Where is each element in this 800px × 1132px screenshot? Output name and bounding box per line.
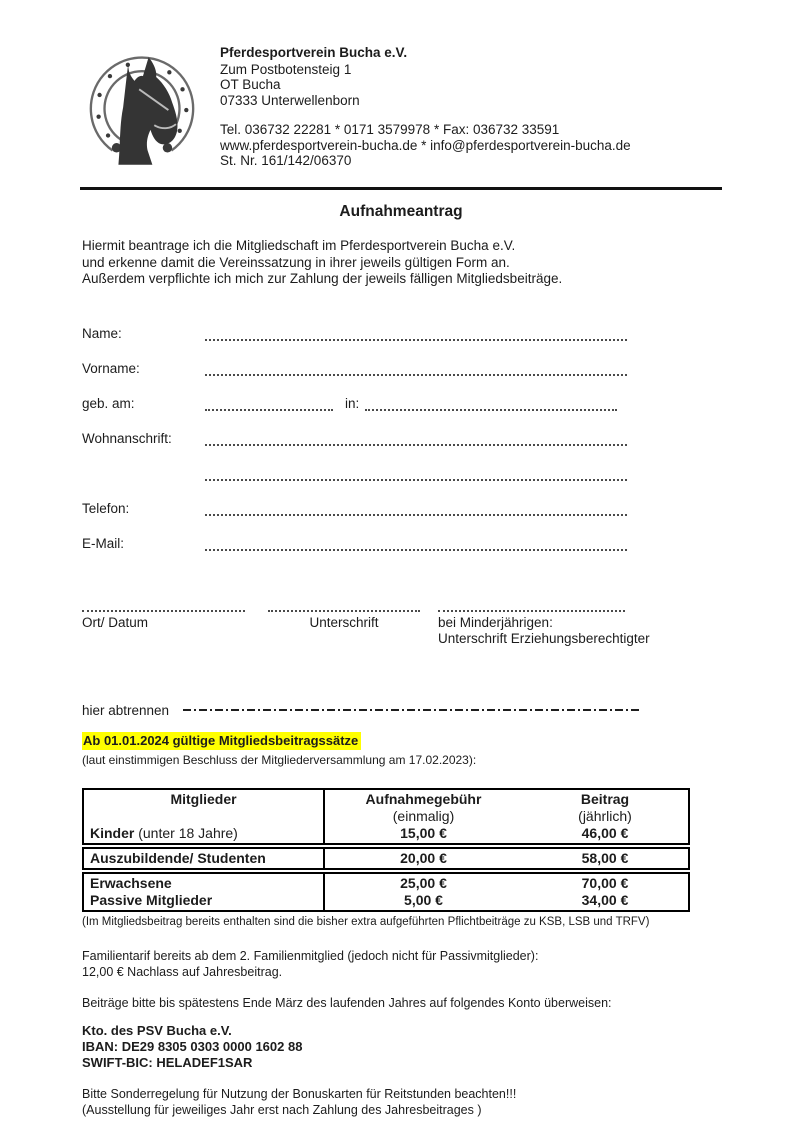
table-row-passive-label: Passive Mitglieder <box>90 891 213 908</box>
address-line: 07333 Unterwellenborn <box>220 92 360 108</box>
fees-highlight-title: Ab 01.01.2024 gültige Mitgliedsbeitragssätze <box>82 732 361 750</box>
family-discount <box>82 948 722 980</box>
page-title: Aufnahmeantrag <box>339 203 463 220</box>
passive-contribution: 34,00 € <box>581 891 629 908</box>
vorname-field-label: Vorname: <box>82 360 140 376</box>
birthdate-fill-in-line <box>205 393 333 411</box>
vorname-fill-in-line <box>205 358 627 376</box>
fees-subtitle: (laut einstimmigen Beschluss der Mitgliederversammlung am 17.02.2023): <box>82 752 477 767</box>
guardian-label-line1: bei Minderjährigen: <box>438 614 553 630</box>
fee-table-note: (Im Mitgliedsbeitrag bereits enthalten sind die bisher extra aufgeführten Pflichtbeiträge zu KSB, LSB und TRFV) <box>82 915 650 928</box>
azubi-fee: 20,00 € <box>400 849 447 866</box>
col-header-fee: Aufnahmegebühr <box>365 790 482 807</box>
address-field-label: Wohnanschrift: <box>82 430 172 446</box>
name-field-row <box>82 323 722 341</box>
letterhead-text <box>220 45 631 169</box>
signature-place-date <box>82 606 245 647</box>
intro-line: Hiermit beantrage ich die Mitgliedschaft im Pferdesportverein Bucha e.V. <box>82 238 516 253</box>
fee-table-section-1 <box>82 788 690 845</box>
bank-bic: SWIFT-BIC: HELADEF1SAR <box>82 1054 253 1070</box>
org-name: Pferdesportverein Bucha e.V. <box>220 45 408 60</box>
passive-fee: 5,00 € <box>404 891 443 908</box>
bank-account-holder: Kto. des PSV Bucha e.V. <box>82 1022 232 1038</box>
birthplace-field-label: in: <box>345 395 360 411</box>
table-row-erwachsene-label: Erwachsene <box>90 874 172 891</box>
bank-details <box>82 1023 722 1071</box>
azubi-contribution: 58,00 € <box>581 849 629 866</box>
fee-table-section-2 <box>82 847 690 870</box>
family-discount-line: Familientarif bereits ab dem 2. Familienmitglied (jedoch nicht für Passivmitglieder): <box>82 948 539 963</box>
birthdate-field-row <box>82 393 722 411</box>
email-fill-in-line <box>205 533 627 551</box>
cut-here-label: hier abtrennen <box>82 702 170 718</box>
intro-line: Außerdem verpflichte ich mich zur Zahlung der jeweils fälligen Mitgliedsbeiträge. <box>82 271 563 286</box>
cut-here-row <box>82 703 642 718</box>
birthplace-fill-in-line <box>365 393 617 411</box>
place-date-signature-line <box>82 606 245 612</box>
intro-paragraph <box>82 238 722 288</box>
kinder-fee: 15,00 € <box>400 824 447 841</box>
address-field-row-2 <box>82 463 722 481</box>
letterhead <box>82 45 722 177</box>
signature-member <box>268 606 420 647</box>
phone-line: Tel. 036732 22281 * 0171 3579978 * Fax: 036732 33591 <box>220 122 560 137</box>
name-fill-in-line <box>205 323 627 341</box>
col-header-members: Mitglieder <box>170 790 237 807</box>
signature-guardian <box>438 606 670 647</box>
phone-field-label: Telefon: <box>82 500 130 516</box>
club-logo <box>80 45 204 177</box>
kinder-contribution: 46,00 € <box>581 824 629 841</box>
fee-table-section-3 <box>82 872 690 912</box>
guardian-label-line2: Unterschrift Erziehungsberechtigter <box>438 630 650 646</box>
bonus-card-note-line: (Ausstellung für jeweiliges Jahr erst nach Zahlung des Jahresbeitrages ) <box>82 1102 482 1117</box>
vorname-field-row <box>82 358 722 376</box>
bonus-card-note-line: Bitte Sonderregelung für Nutzung der Bonuskarten für Reitstunden beachten!!! <box>82 1086 517 1101</box>
phone-fill-in-line <box>205 498 627 516</box>
fee-table <box>82 788 690 912</box>
erwachsene-fee: 25,00 € <box>400 874 447 891</box>
table-row-kinder-label: Kinder (unter 18 Jahre) <box>90 824 238 841</box>
horse-head-in-horseshoe-icon <box>80 45 204 177</box>
header-divider-rule <box>80 187 722 190</box>
col-header-fee-sub: (einmalig) <box>392 807 455 824</box>
phone-field-row <box>82 498 722 516</box>
birthdate-field-label: geb. am: <box>82 395 135 411</box>
address-fill-in-line-2 <box>205 463 627 481</box>
cut-here-dash-line <box>183 709 642 711</box>
address-field-row <box>82 428 722 446</box>
applicant-fields <box>82 323 722 551</box>
erwachsene-contribution: 70,00 € <box>581 874 629 891</box>
signature-block <box>82 606 722 647</box>
col-header-contribution: Beitrag <box>580 790 630 807</box>
family-discount-line: 12,00 € Nachlass auf Jahresbeitrag. <box>82 964 283 979</box>
tax-number-line: St. Nr. 161/142/06370 <box>220 153 352 168</box>
member-signature-label: Unterschrift <box>309 614 379 630</box>
payment-instruction: Beiträge bitte bis spätestens Ende März des laufenden Jahres auf folgendes Konto überweisen: <box>82 995 612 1010</box>
col-header-contribution-sub: (jährlich) <box>578 807 632 824</box>
table-row-azubi-label: Auszubildende/ Studenten <box>84 849 325 868</box>
place-date-label: Ort/ Datum <box>82 614 149 630</box>
address-line: Zum Postbotensteig 1 <box>220 61 352 77</box>
guardian-signature-line <box>438 606 625 612</box>
email-field-label: E-Mail: <box>82 535 125 551</box>
name-field-label: Name: <box>82 325 122 341</box>
bonus-card-note <box>82 1086 722 1118</box>
web-email-line: www.pferdesportverein-bucha.de * info@pferdesportverein-bucha.de <box>220 137 631 153</box>
address-fill-in-line <box>205 428 627 446</box>
address-line: OT Bucha <box>220 77 281 92</box>
intro-line: und erkenne damit die Vereinssatzung in ihrer jeweils gültigen Form an. <box>82 254 510 270</box>
bank-iban: IBAN: DE29 8305 0303 0000 1602 88 <box>82 1038 303 1054</box>
email-field-row <box>82 533 722 551</box>
member-signature-line <box>268 606 420 612</box>
